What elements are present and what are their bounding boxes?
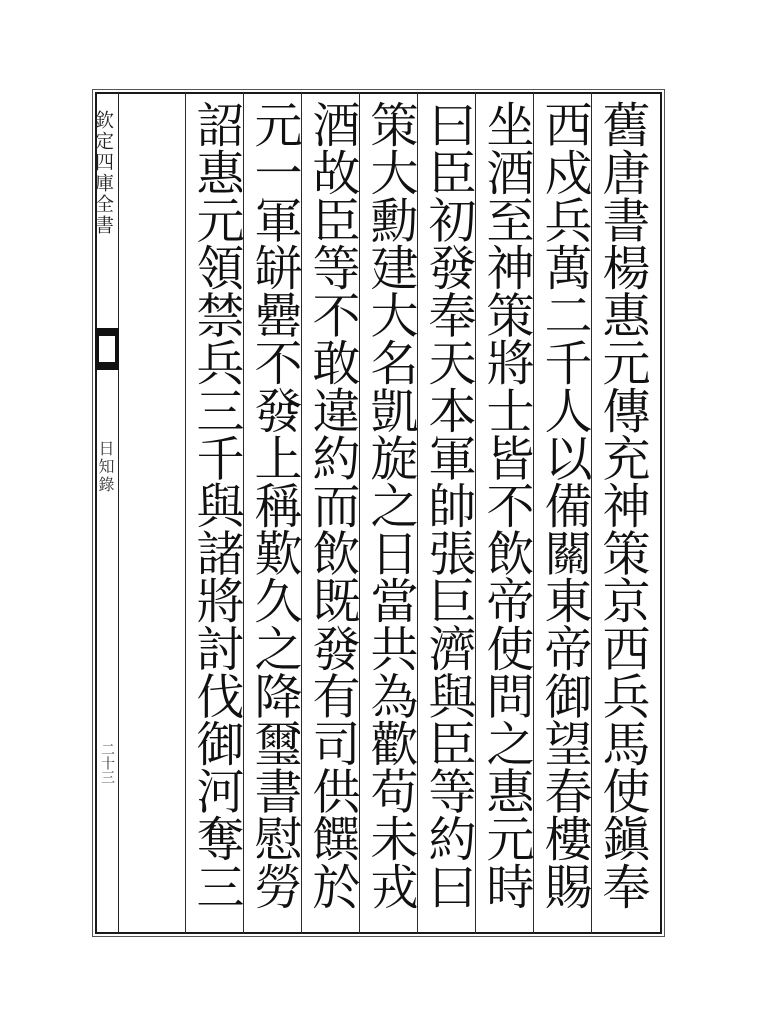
collection-title: 欽定四庫全書 xyxy=(92,110,114,236)
text-column-9 xyxy=(126,100,186,926)
text-column-6: 酒故臣等不敢違約而飲既發有司供饌於 xyxy=(304,100,360,910)
text-column-7: 元一軍缾罍不發上稱歎久之降璽書慰勞 xyxy=(246,100,302,910)
fish-tail-mark xyxy=(95,328,119,370)
book-title: 日知錄 xyxy=(96,440,115,494)
text-column-5: 策大勳建大名凱旋之日當共為歡苟未戎 xyxy=(362,100,418,910)
text-column-1: 舊唐書楊惠元傳充神策京西兵馬使鎭奉 xyxy=(594,100,650,910)
page-number: 二十三 xyxy=(99,742,115,784)
text-column-2: 西戍兵萬二千人以備關東帝御望春樓賜 xyxy=(536,100,592,910)
text-column-8: 詔惠元領禁兵三千與諸將討伐御河奪三 xyxy=(188,100,244,910)
text-column-4: 曰臣初發奉天本軍帥張巨濟與臣等約曰 xyxy=(420,100,476,910)
text-column-3: 坐酒至神策將士皆不飲帝使問之惠元時 xyxy=(478,100,534,910)
